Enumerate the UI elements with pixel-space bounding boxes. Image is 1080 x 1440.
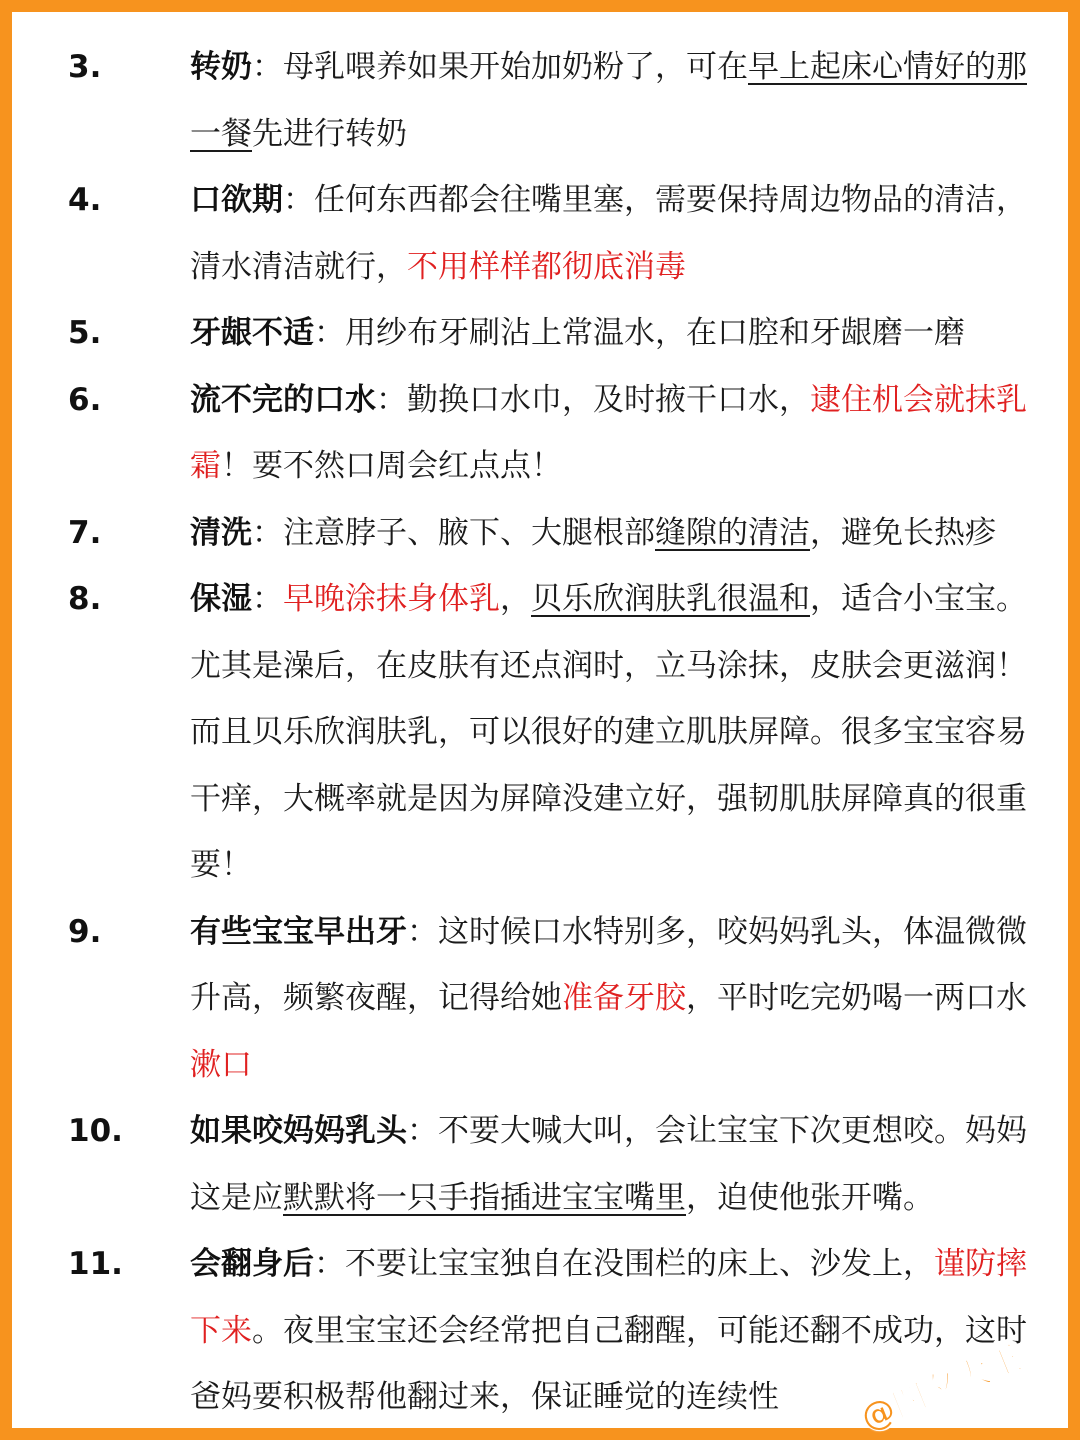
text-segment: ：勤换口水巾，及时掖干口水， (376, 381, 810, 418)
item-number: 6. (68, 381, 102, 418)
item-number: 10. (68, 1113, 123, 1149)
item-number: 3. (68, 49, 102, 85)
item-number: 4. (68, 182, 102, 218)
text-segment: ：这时候口水特别多，咬妈妈乳头，体温微微升高，频繁夜醒，记得给她 (190, 913, 1027, 1016)
text-segment: ，适合小宝宝。尤其是澡后，在皮肤有还点润时，立马涂抹，皮肤会更滋润！而且贝乐欣润肤乳，可以很好的建立肌肤屏障。很多宝宝容易干痒，大概率就是因为屏障没建立好，强韧肌肤屏障真的很重要！ (190, 581, 1027, 883)
text-segment: ，平时吃完奶喝一两口水 (686, 980, 1027, 1016)
document-page (12, 12, 1068, 1439)
text-segment: ，迫使他张开嘴。 (686, 1179, 934, 1216)
item-keyword: 有些宝宝早出牙 (190, 913, 407, 950)
highlight-text: 谨防摔下来 (190, 1246, 1027, 1349)
text-segment: ：用纱布牙刷沾上常温水，在口腔和牙龈磨一磨 (314, 315, 965, 351)
item-number: 11. (68, 1246, 123, 1282)
item-text (190, 367, 1050, 500)
item-keyword: 清洗 (190, 514, 252, 551)
text-segment: 。夜里宝宝还会经常把自己翻醒，可能还翻不成功，这时爸妈要积极帮他翻过来，保证睡觉的连续性 (190, 1312, 1027, 1415)
item-text (190, 899, 1050, 1099)
text-segment: 先进行转奶 (252, 115, 407, 152)
list-item (12, 367, 1068, 500)
list-item (12, 34, 1068, 167)
item-number: 8. (68, 581, 102, 617)
list-item (12, 1098, 1068, 1231)
item-keyword: 如果咬妈妈乳头 (190, 1113, 407, 1149)
item-keyword: 保湿 (190, 581, 252, 617)
list-item (12, 300, 1068, 367)
list-item (12, 167, 1068, 300)
item-text (190, 566, 1050, 899)
text-segment: ：不要让宝宝独自在没围栏的床上、沙发上， (314, 1246, 934, 1282)
item-keyword: 口欲期 (190, 182, 283, 218)
text-segment: ， (500, 581, 531, 617)
underlined-text: 缝隙的清洁 (655, 514, 810, 551)
text-segment: ：母乳喂养如果开始加奶粉了，可在 (252, 49, 748, 85)
underlined-text: 早上起床心情好的那一餐 (190, 49, 1027, 152)
text-segment: ！要不然口周会红点点！ (221, 448, 562, 484)
item-number: 5. (68, 315, 102, 351)
tips-list (12, 34, 1068, 1431)
item-number: 7. (68, 514, 102, 551)
underlined-text: 贝乐欣润肤乳很温和 (531, 581, 810, 617)
item-keyword: 流不完的口水 (190, 381, 376, 418)
list-item (12, 500, 1068, 567)
item-keyword: 转奶 (190, 49, 252, 85)
item-text (190, 34, 1050, 167)
highlight-text: 逮住机会就抹乳霜 (190, 381, 1027, 484)
item-text (190, 500, 1050, 567)
item-number: 9. (68, 913, 102, 950)
text-segment: ：注意脖子、腋下、大腿根部 (252, 514, 655, 551)
highlight-text: 不用样样都彻底消毒 (407, 248, 686, 285)
text-segment: ，避免长热疹 (810, 514, 996, 551)
list-item (12, 566, 1068, 899)
item-text (190, 167, 1050, 300)
underlined-text: 默默将一只手指插进宝宝嘴里 (283, 1179, 686, 1216)
list-item (12, 899, 1068, 1099)
item-keyword: 会翻身后 (190, 1246, 314, 1282)
text-segment: ：不要大喊大叫，会让宝宝下次更想咬。妈妈这是应 (190, 1113, 1027, 1216)
item-keyword: 牙龈不适 (190, 315, 314, 351)
highlight-text: 漱口 (190, 1046, 252, 1083)
highlight-text: 早晚涂抹身体乳 (283, 581, 500, 617)
item-text (190, 1098, 1050, 1231)
text-segment: ：任何东西都会往嘴里塞，需要保持周边物品的清洁，清水清洁就行， (190, 182, 1027, 285)
item-text (190, 300, 1050, 367)
highlight-text: 准备牙胶 (562, 980, 686, 1016)
author-watermark: @四夕大王 (855, 1337, 1028, 1439)
text-segment: ： (252, 581, 283, 617)
